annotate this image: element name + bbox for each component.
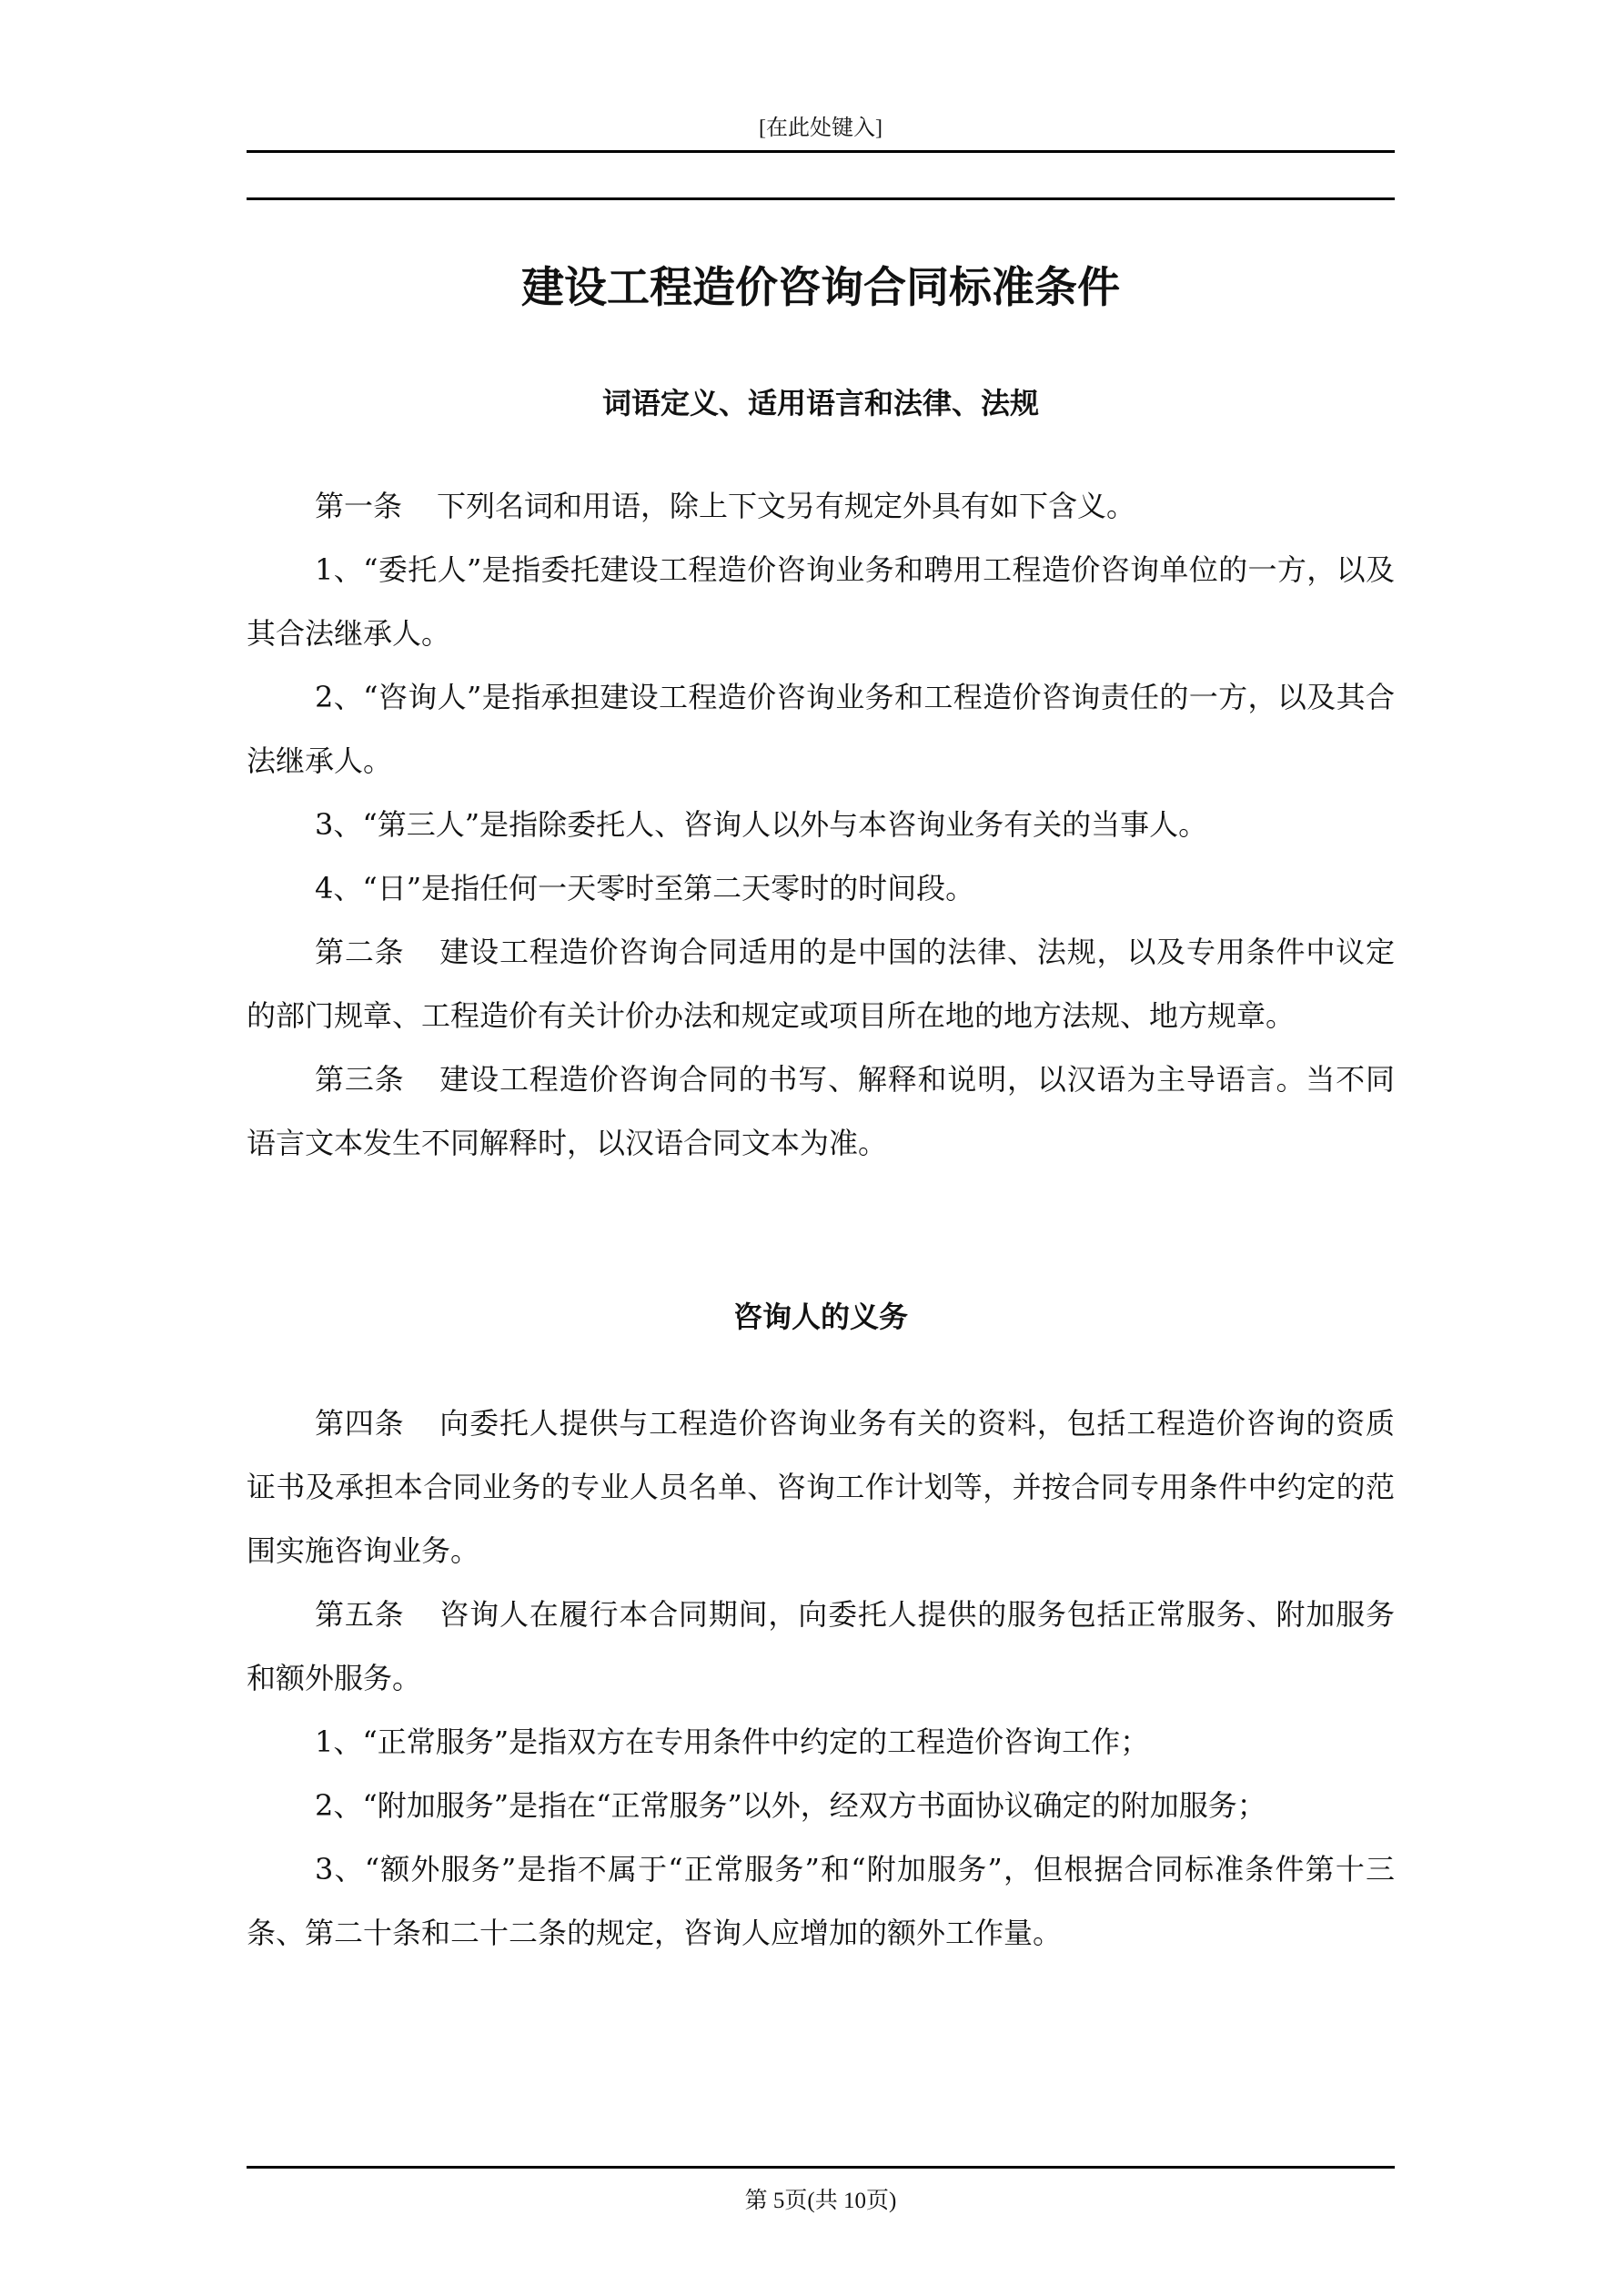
clause-paragraph: 3、“额外服务”是指不属于“正常服务”和“附加服务”，但根据合同标准条件第十三条、第二十条和二十二条的规定，咨询人应增加的额外工作量。 [247, 1852, 1395, 1950]
page-number: 第 5页(共 10页) [744, 2189, 897, 2213]
article-label: 第二条 [315, 935, 405, 969]
section-body-definitions [247, 474, 1395, 1175]
section-heading-consultant-obligations: 咨询人的义务 [732, 1300, 908, 1334]
article-label: 第三条 [315, 1062, 405, 1097]
header-rule-top [247, 150, 1395, 153]
clause-paragraph: 2、“附加服务”是指在“正常服务”以外，经双方书面协议确定的附加服务； [315, 1788, 1266, 1823]
article-label: 第五条 [315, 1597, 405, 1632]
paragraph-text: 下列名词和用语，除上下文另有规定外具有如下含义。 [437, 489, 1136, 523]
paragraph-text: 咨询人在履行本合同期间，向委托人提供的服务包括正常服务、附加服务和额外服务。 [247, 1597, 1395, 1695]
clause-paragraph: 2、“咨询人”是指承担建设工程造价咨询业务和工程造价咨询责任的一方，以及其合法继承人。 [247, 680, 1395, 778]
document-title: 建设工程造价咨询合同标准条件 [521, 263, 1120, 313]
article-paragraph [247, 1391, 1395, 1583]
clause-paragraph: 4、“日”是指任何一天零时至第二天零时的时间段。 [315, 871, 975, 905]
article-paragraph [247, 1047, 1395, 1175]
footer-rule [247, 2166, 1395, 2169]
section-body-consultant-obligations [247, 1391, 1395, 1965]
clause-paragraph: 1、“正常服务”是指双方在专用条件中约定的工程造价咨询工作； [315, 1725, 1150, 1759]
article-paragraph [247, 474, 1395, 538]
article-label: 第一条 [315, 489, 403, 523]
clause-paragraph: 1、“委托人”是指委托建设工程造价咨询业务和聘用工程造价咨询单位的一方，以及其合法继承人。 [247, 552, 1395, 651]
clause-paragraph: 3、“第三人”是指除委托人、咨询人以外与本咨询业务有关的当事人。 [315, 807, 1208, 842]
article-paragraph [247, 920, 1395, 1047]
article-paragraph [247, 1583, 1395, 1710]
paragraph-text: 建设工程造价咨询合同的书写、解释和说明，以汉语为主导语言。当不同语言文本发生不同解释时，以汉语合同文本为准。 [247, 1062, 1395, 1160]
paragraph-text: 向委托人提供与工程造价咨询业务有关的资料，包括工程造价咨询的资质证书及承担本合同业务的专业人员名单、咨询工作计划等，并按合同专用条件中约定的范围实施咨询业务。 [247, 1406, 1395, 1568]
header-rule-bottom [247, 197, 1395, 200]
section-heading-definitions: 词语定义、适用语言和法律、法规 [601, 386, 1039, 420]
paragraph-text: 建设工程造价咨询合同适用的是中国的法律、法规，以及专用条件中议定的部门规章、工程造价有关计价办法和规定或项目所在地的地方法规、地方规章。 [247, 935, 1395, 1033]
header-placeholder[interactable]: [在此处键入] [759, 116, 883, 140]
article-label: 第四条 [315, 1406, 405, 1441]
